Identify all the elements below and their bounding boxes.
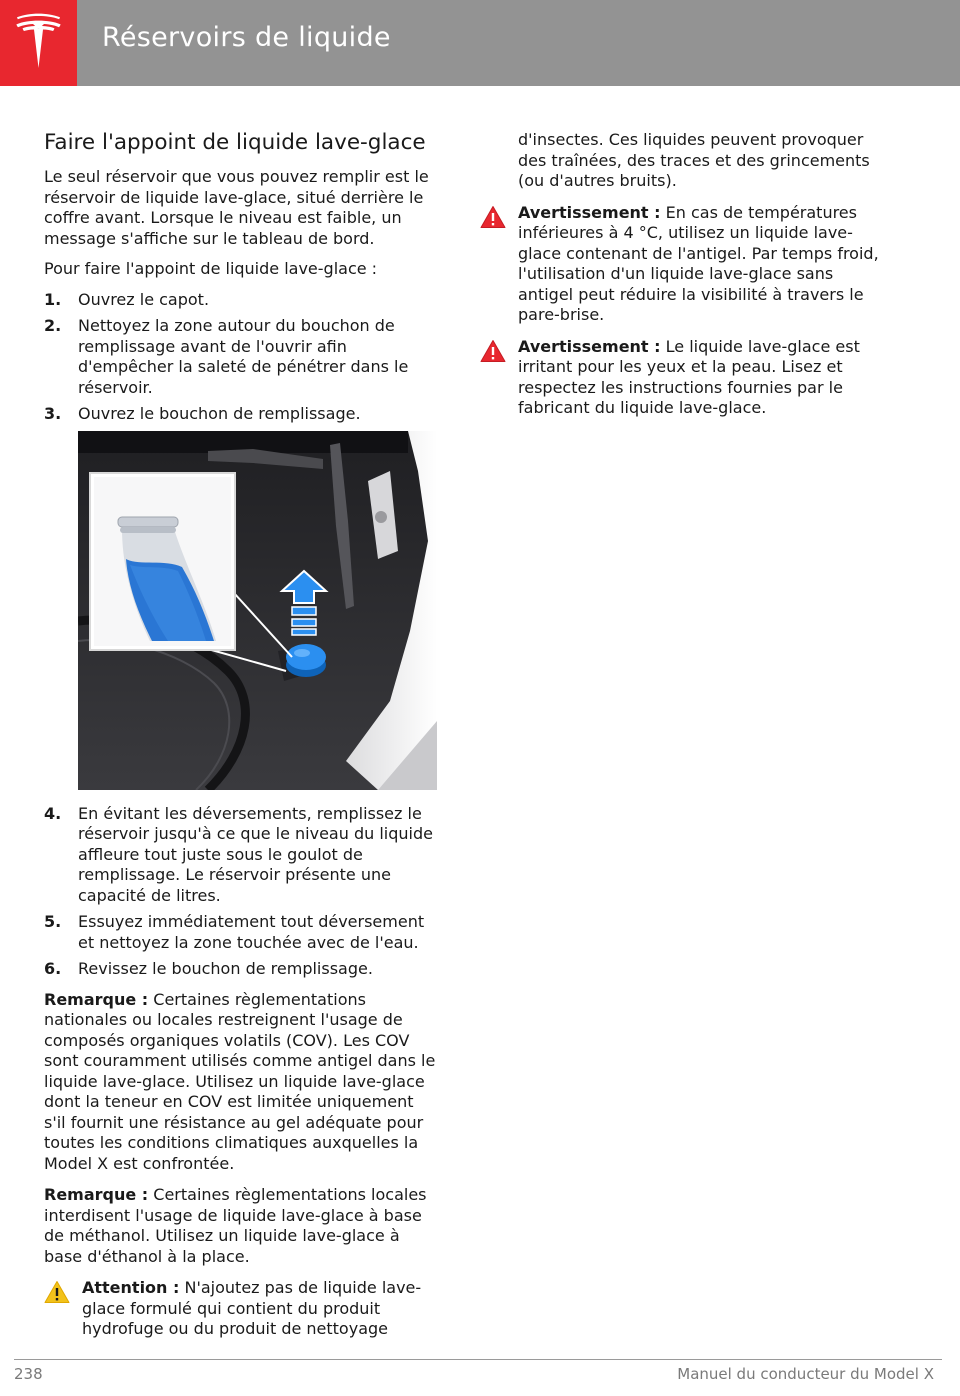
- warning-callout: [480, 203, 880, 326]
- warning-text: Le liquide lave-glace est irritant pour les yeux et la peau. Lisez et respectez les instructions fournies par le fabricant du liquide lave-glace.: [518, 336, 860, 417]
- step-number: 3.: [44, 404, 62, 423]
- left-column: [44, 130, 440, 1351]
- right-column: [480, 130, 880, 430]
- tesla-logo-icon: [13, 13, 64, 71]
- step-text: Ouvrez le bouchon de remplissage.: [78, 404, 361, 423]
- note-paragraph: [44, 990, 440, 1175]
- caution-icon: [44, 1280, 70, 1304]
- note-text: Certaines règlementations nationales ou locales restreignent l'usage de composés organiques volatils (COV). Les COV sont couramment utilisés comme antigel dans le liquide lave-glace. Utilisez un liquide lave-glace dont la teneur en COV est limitée uniquement s'il fournit une résistance au gel adéquate pour toutes les conditions climatiques auxquelles la Model X est confrontée.: [44, 989, 436, 1173]
- note-label: Remarque :: [44, 989, 149, 1009]
- footer-divider: [14, 1359, 942, 1360]
- caution-text: N'ajoutez pas de liquide lave-glace formulé qui contient du produit hydrofuge ou du produit de nettoyage: [82, 1278, 422, 1338]
- note-label: Remarque :: [44, 1185, 149, 1204]
- step-item: [44, 804, 440, 907]
- page-header: [0, 0, 960, 86]
- step-item: [44, 290, 440, 311]
- step-item: [44, 316, 440, 398]
- step-text: Ouvrez le capot.: [78, 289, 210, 309]
- step-number: 1.: [44, 289, 62, 309]
- intro-paragraph: Le seul réservoir que vous pouvez remplir est le réservoir de liquide lave-glace, situé derrière le coffre avant. Lorsque le niveau est faible, un message s'affiche sur le tableau de bord.: [44, 167, 429, 248]
- caution-callout: [44, 1278, 440, 1340]
- step-item: [44, 959, 440, 980]
- caution-continuation: d'insectes. Ces liquides peuvent provoquer des traînées, des traces et des grincements (ou d'autres bruits).: [518, 130, 870, 190]
- warning-callout: [480, 337, 880, 419]
- warning-label: Avertissement :: [518, 336, 661, 356]
- caution-label: Attention :: [82, 1278, 180, 1297]
- step-text: Nettoyez la zone autour du bouchon de remplissage avant de l'ouvrir afin d'empêcher la saleté de pénétrer dans le réservoir.: [78, 316, 409, 397]
- step-text: En évitant les déversements, remplissez le réservoir jusqu'à ce que le niveau du liquide affleure tout juste sous le goulot de remplissage. Le réservoir présente une capacité de litres.: [78, 803, 433, 905]
- note-paragraph: [44, 1185, 440, 1267]
- section-heading: Faire l'appoint de liquide lave-glace: [44, 130, 426, 155]
- manual-title: Manuel du conducteur du Model X: [677, 1365, 934, 1383]
- step-number: 6.: [44, 959, 62, 978]
- note-text: Certaines règlementations locales interdisent l'usage de liquide lave-glace à base de méthanol. Utilisez un liquide lave-glace à base d'éthanol à la place.: [44, 1185, 427, 1266]
- step-item: [44, 912, 440, 953]
- page-title: Réservoirs de liquide: [102, 22, 391, 53]
- warning-icon: [480, 339, 506, 363]
- step-number: 2.: [44, 316, 62, 335]
- washer-reservoir-illustration: [78, 431, 437, 790]
- step-number: 4.: [44, 803, 62, 823]
- warning-label: Avertissement :: [518, 202, 661, 222]
- step-number: 5.: [44, 912, 62, 931]
- warning-icon: [480, 205, 506, 229]
- lead-paragraph: Pour faire l'appoint de liquide lave-glace :: [44, 259, 378, 278]
- tesla-logo: [0, 0, 77, 86]
- step-list: [44, 290, 440, 425]
- step-list-continued: [44, 804, 440, 980]
- step-item: [44, 404, 440, 425]
- warning-text: En cas de températures inférieures à 4 °C, utilisez un liquide lave-glace contenant de l'antigel. Par temps froid, l'utilisation d'un liquide lave-glace sans antigel peut réduire la visibilité à travers le pare-brise.: [518, 202, 879, 324]
- page-number: 238: [14, 1365, 43, 1383]
- step-text: Revissez le bouchon de remplissage.: [78, 959, 373, 978]
- step-text: Essuyez immédiatement tout déversement et nettoyez la zone touchée avec de l'eau.: [78, 912, 425, 952]
